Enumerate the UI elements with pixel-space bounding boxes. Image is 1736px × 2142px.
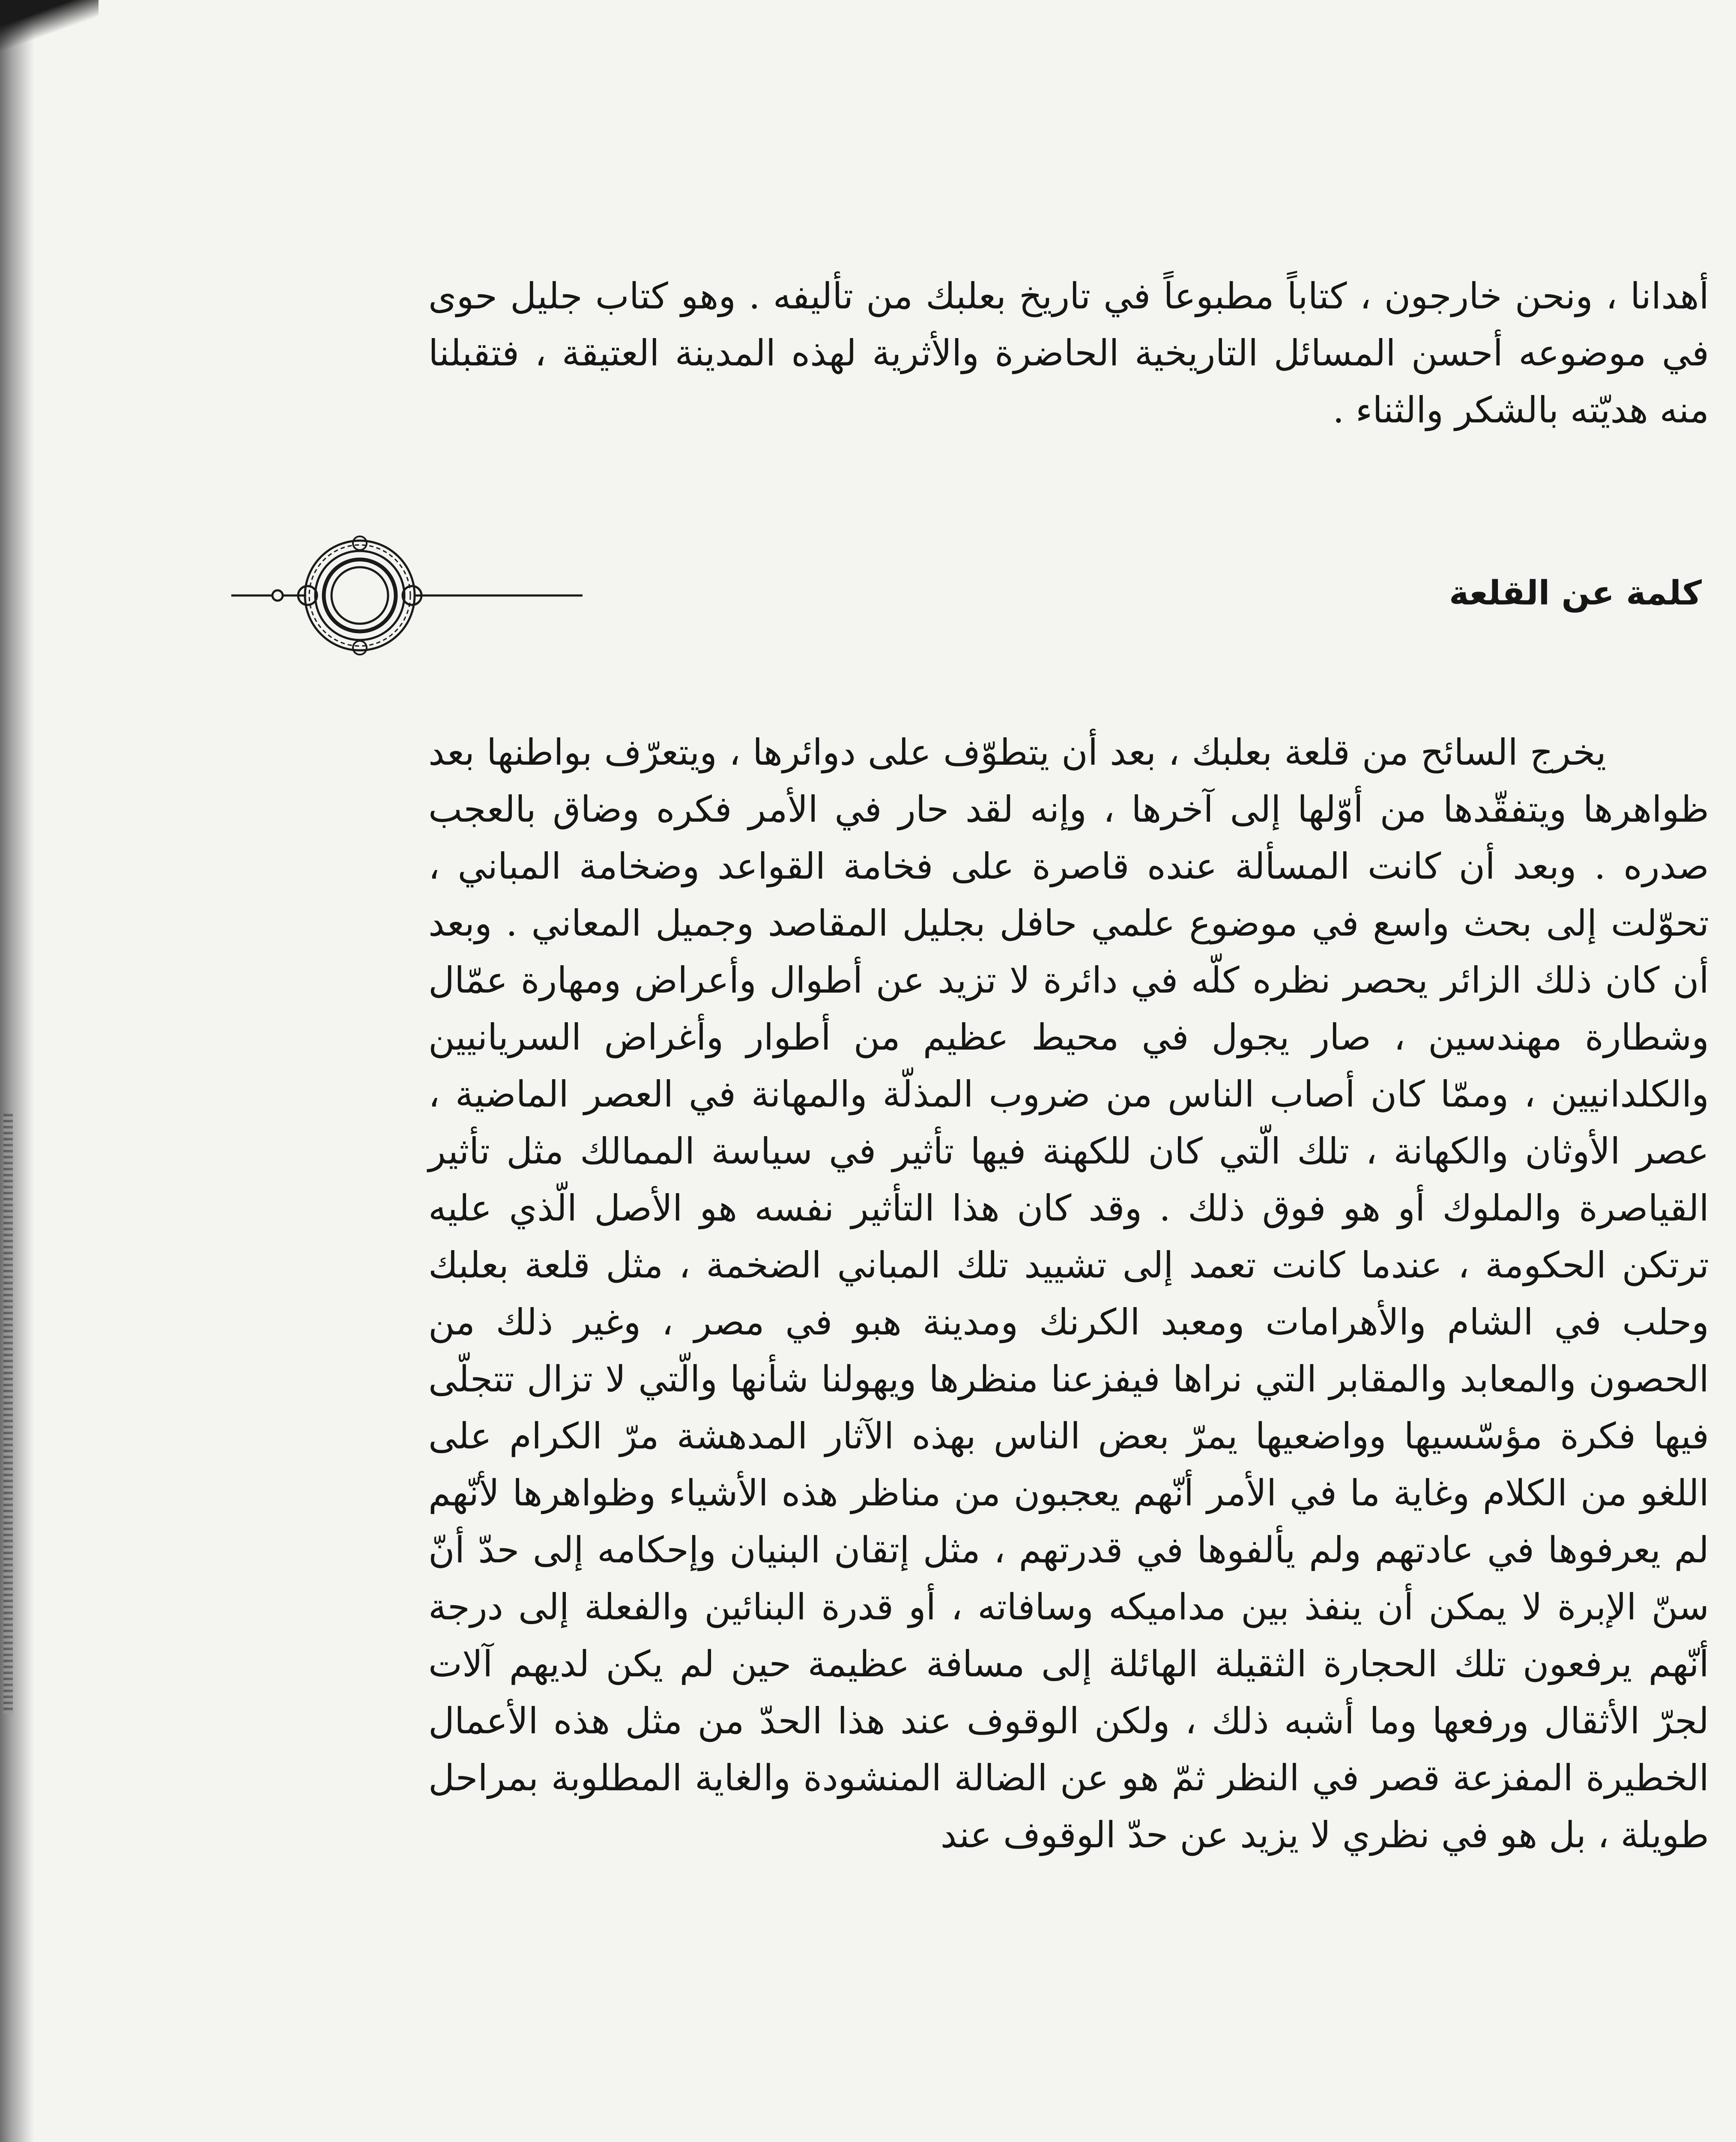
intro-paragraph-block	[428, 268, 1709, 439]
circular-ring-ornament-icon	[231, 531, 583, 660]
binding-texture	[3, 1114, 13, 1714]
body-paragraph-block	[428, 724, 1709, 1864]
scan-shadow-top-left	[0, 0, 99, 51]
intro-paragraph: أهدانا ، ونحن خارجون ، كتاباً مطبوعاً في تاريخ بعلبك من تأليفه . وهو كتاب جليل حوى في موضوعه أحسن المسائل التاريخية الحاضرة والأثرية لهذه المدينة العتيقة ، فتقبلنا منه هديّته بالشكر والثناء .	[428, 275, 1709, 431]
book-binding-edge	[0, 0, 34, 2142]
body-paragraph: يخرج السائح من قلعة بعلبك ، بعد أن يتطوّف على دوائرها ، ويتعرّف بواطنها بعد ظواهرها ويتفقّدها من أوّلها إلى آخرها ، وإنه لقد حار في الأمر فكره وضاق بالعجب صدره . وبعد أن كانت المسألة عنده قاصرة على فخامة القواعد وضخامة المباني ، تحوّلت إلى بحث واسع في موضوع علمي حافل بجليل المقاصد وجميل المعاني . وبعد أن كان ذلك الزائر يحصر نظره كلّه في دائرة لا تزيد عن أطوال وأعراض ومهارة عمّال وشطارة مهندسين ، صار يجول في محيط عظيم من أطوار وأغراض السريانيين والكلدانيين ، وممّا كان أصاب الناس من ضروب المذلّة والمهانة في العصر الماضية ، عصر الأوثان والكهانة ، تلك الّتي كان للكهنة فيها تأثير في سياسة الممالك مثل تأثير القياصرة والملوك أو هو فوق ذلك . وقد كان هذا التأثير نفسه هو الأصل الّذي عليه ترتكن الحكومة ، عندما كانت تعمد إلى تشييد تلك المباني الضخمة ، مثل قلعة بعلبك وحلب في الشام والأهرامات ومعبد الكرنك ومدينة هبو في مصر ، وغير ذلك من الحصون والمعابد والمقابر التي نراها فيفزعنا منظرها ويهولنا شأنها والّتي لا تزال تتجلّى فيها فكرة مؤسّسيها وواضعيها يمرّ بعض الناس بهذه الآثار المدهشة مرّ الكرام على اللغو من الكلام وغاية ما في الأمر أنّهم يعجبون من مناظر هذه الأشياء وظواهرها لأنّهم لم يعرفوها في عادتهم ولم يألفوها في قدرتهم ، مثل إتقان البنيان وإحكامه إلى حدّ أنّ سنّ الإبرة لا يمكن أن ينفذ بين مداميكه وسافاته ، أو قدرة البنائين والفعلة إلى درجة أنّهم يرفعون تلك الحجارة الثقيلة الهائلة إلى مسافة عظيمة حين لم يكن لديهم آلات لجرّ الأثقال ورفعها وما أشبه ذلك ، ولكن الوقوف عند هذا الحدّ من مثل هذه الأعمال الخطيرة المفزعة قصر في النظر ثمّ هو عن الضالة المنشودة والغاية المطلوبة بمراحل طويلة ، بل هو في نظري لا يزيد عن حدّ الوقوف عند	[428, 731, 1709, 1856]
section-heading: كلمة عن القلعة	[1449, 574, 1702, 613]
